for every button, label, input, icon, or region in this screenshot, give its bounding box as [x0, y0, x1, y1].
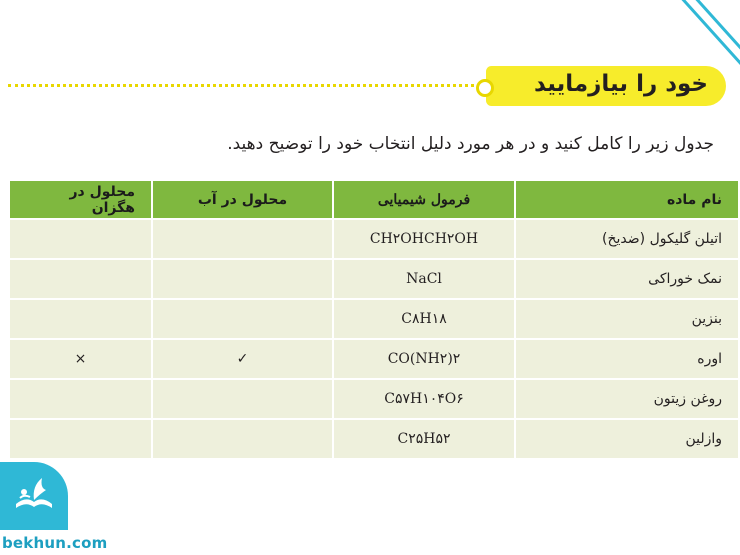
cell-water-check[interactable]: ✓: [152, 339, 333, 379]
header-water: محلول در آب: [152, 180, 333, 219]
heading-bullet-icon: [476, 79, 494, 97]
corner-stripes: [680, 0, 740, 70]
heading-title: خود را بیازمایید: [533, 71, 708, 97]
cell-name: بنزین: [515, 299, 739, 339]
table-row: [9, 299, 739, 339]
cell-hexane[interactable]: [9, 259, 152, 299]
table-header-row: [9, 180, 739, 219]
cell-hexane-cross[interactable]: ×: [9, 339, 152, 379]
header-formula: فرمول شیمیایی: [333, 180, 515, 219]
cell-hexane[interactable]: [9, 219, 152, 259]
cell-formula: NaCl: [333, 259, 515, 299]
table-row: [9, 419, 739, 459]
section-heading: [476, 66, 726, 106]
table-row: [9, 379, 739, 419]
cell-water[interactable]: [152, 299, 333, 339]
cell-name: روغن زیتون: [515, 379, 739, 419]
cell-formula: C۲۵H۵۲: [333, 419, 515, 459]
book-bird-icon: [10, 470, 58, 518]
site-logo[interactable]: [0, 462, 108, 555]
logo-site-text: bekhun.com: [2, 534, 108, 552]
cell-water[interactable]: [152, 259, 333, 299]
header-name: نام ماده: [515, 180, 739, 219]
cell-water[interactable]: [152, 419, 333, 459]
header-hexane: محلول در هگزان: [9, 180, 152, 219]
cell-formula: C۸H۱۸: [333, 299, 515, 339]
instruction-text: جدول زیر را کامل کنید و در هر مورد دلیل انتخاب خود را توضیح دهید.: [227, 134, 714, 154]
cell-name: نمک خوراکی: [515, 259, 739, 299]
cell-name: وازلین: [515, 419, 739, 459]
cell-formula: CH۲OHCH۲OH: [333, 219, 515, 259]
table-row: [9, 219, 739, 259]
table-row: [9, 259, 739, 299]
cell-hexane[interactable]: [9, 379, 152, 419]
cell-hexane[interactable]: [9, 299, 152, 339]
table-row: [9, 339, 739, 379]
heading-dotted-line: [8, 84, 486, 87]
cell-name: اتیلن گلیکول (ضدیخ): [515, 219, 739, 259]
cell-formula: C۵۷H۱۰۴O۶: [333, 379, 515, 419]
cell-water[interactable]: [152, 379, 333, 419]
cell-formula: CO(NH۲)۲: [333, 339, 515, 379]
cell-water[interactable]: [152, 219, 333, 259]
solubility-table: [8, 179, 740, 460]
cell-hexane[interactable]: [9, 419, 152, 459]
cell-name: اوره: [515, 339, 739, 379]
